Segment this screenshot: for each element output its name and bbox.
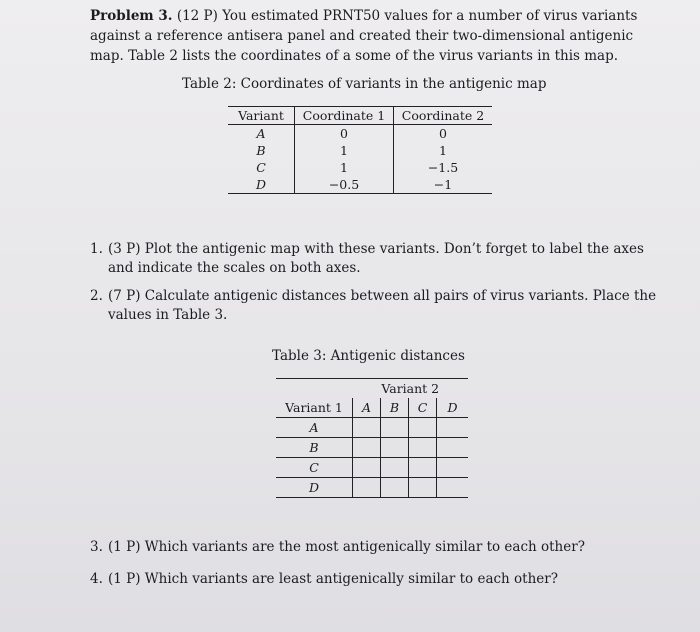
distance-cell[interactable] bbox=[409, 418, 437, 438]
table3-caption: Table 3: Antigenic distances bbox=[272, 348, 465, 364]
coordinate-2-cell: −1 bbox=[433, 177, 453, 192]
table2-caption: Table 2: Coordinates of variants in the antigenic map bbox=[182, 76, 547, 92]
question-4-text: (1 P) Which variants are least antigenically similar to each other? bbox=[108, 571, 558, 587]
table-row bbox=[276, 418, 468, 438]
table-row bbox=[228, 176, 492, 194]
variant-1-label: Variant 1 bbox=[276, 398, 353, 418]
variant-cell: D bbox=[228, 176, 295, 194]
header-coordinate-1: Coordinate 1 bbox=[295, 107, 394, 125]
table-row bbox=[228, 159, 492, 176]
table2-header-row bbox=[228, 107, 492, 125]
table-row bbox=[276, 458, 468, 478]
coordinate-1-cell: 0 bbox=[295, 125, 394, 143]
distance-cell[interactable] bbox=[437, 438, 469, 458]
row-header-a: A bbox=[276, 418, 353, 438]
distance-cell[interactable] bbox=[409, 478, 437, 498]
question-4-number: 4. bbox=[90, 571, 103, 587]
question-3 bbox=[90, 538, 660, 557]
table-row bbox=[276, 438, 468, 458]
header-variant: Variant bbox=[228, 107, 295, 125]
question-2-number: 2. bbox=[90, 288, 103, 304]
distance-cell[interactable] bbox=[381, 418, 409, 438]
question-2 bbox=[90, 287, 660, 325]
table-row bbox=[276, 478, 468, 498]
question-1-number: 1. bbox=[90, 241, 103, 257]
problem-statement bbox=[90, 6, 650, 66]
question-1 bbox=[90, 240, 660, 278]
col-header-a: A bbox=[353, 398, 381, 418]
question-2-text: (7 P) Calculate antigenic distances between all pairs of virus variants. Place the values in Table 3. bbox=[108, 288, 657, 323]
question-4 bbox=[90, 570, 660, 589]
coordinate-1-cell: −0.5 bbox=[295, 176, 394, 194]
row-header-b: B bbox=[276, 438, 353, 458]
variant-cell: A bbox=[228, 125, 295, 143]
distance-cell[interactable] bbox=[353, 438, 381, 458]
question-3-number: 3. bbox=[90, 539, 103, 555]
variant-cell: C bbox=[228, 159, 295, 176]
row-header-d: D bbox=[276, 478, 353, 498]
question-3-text: (1 P) Which variants are the most antigenically similar to each other? bbox=[108, 539, 585, 555]
coordinate-2-cell: 0 bbox=[439, 126, 447, 141]
distance-cell[interactable] bbox=[437, 478, 469, 498]
col-header-c: C bbox=[409, 398, 437, 418]
problem-label: Problem 3. bbox=[90, 8, 173, 24]
distance-cell[interactable] bbox=[381, 458, 409, 478]
table-row bbox=[228, 142, 492, 159]
coordinate-2-cell: 1 bbox=[439, 143, 447, 158]
distance-cell[interactable] bbox=[381, 478, 409, 498]
coordinate-1-cell: 1 bbox=[295, 142, 394, 159]
question-1-text: (3 P) Plot the antigenic map with these variants. Don’t forget to label the axes and indicate the scales on both axes. bbox=[108, 241, 644, 276]
variant-2-label: Variant 2 bbox=[381, 381, 440, 396]
coordinate-2-cell: −1.5 bbox=[427, 160, 459, 175]
coordinate-1-cell: 1 bbox=[295, 159, 394, 176]
distance-cell[interactable] bbox=[353, 418, 381, 438]
coordinates-table bbox=[228, 106, 492, 194]
col-header-b: B bbox=[381, 398, 409, 418]
problem-text: (12 P) You estimated PRNT50 values for a number of virus variants against a reference antisera panel and created their two-dimensional antigenic map. Table 2 lists the coordinates of a some of the virus variants in this map. bbox=[90, 8, 638, 64]
distances-table bbox=[276, 378, 468, 498]
table3-group-row bbox=[276, 379, 468, 399]
table-row bbox=[228, 125, 492, 143]
variant-cell: B bbox=[228, 142, 295, 159]
distance-cell[interactable] bbox=[353, 458, 381, 478]
table3-header-row bbox=[276, 398, 468, 418]
distance-cell[interactable] bbox=[381, 438, 409, 458]
distance-cell[interactable] bbox=[437, 418, 469, 438]
header-coordinate-2: Coordinate 2 bbox=[401, 108, 485, 123]
distance-cell[interactable] bbox=[437, 458, 469, 478]
distance-cell[interactable] bbox=[409, 438, 437, 458]
row-header-c: C bbox=[276, 458, 353, 478]
distance-cell[interactable] bbox=[409, 458, 437, 478]
col-header-d: D bbox=[447, 400, 458, 415]
distance-cell[interactable] bbox=[353, 478, 381, 498]
